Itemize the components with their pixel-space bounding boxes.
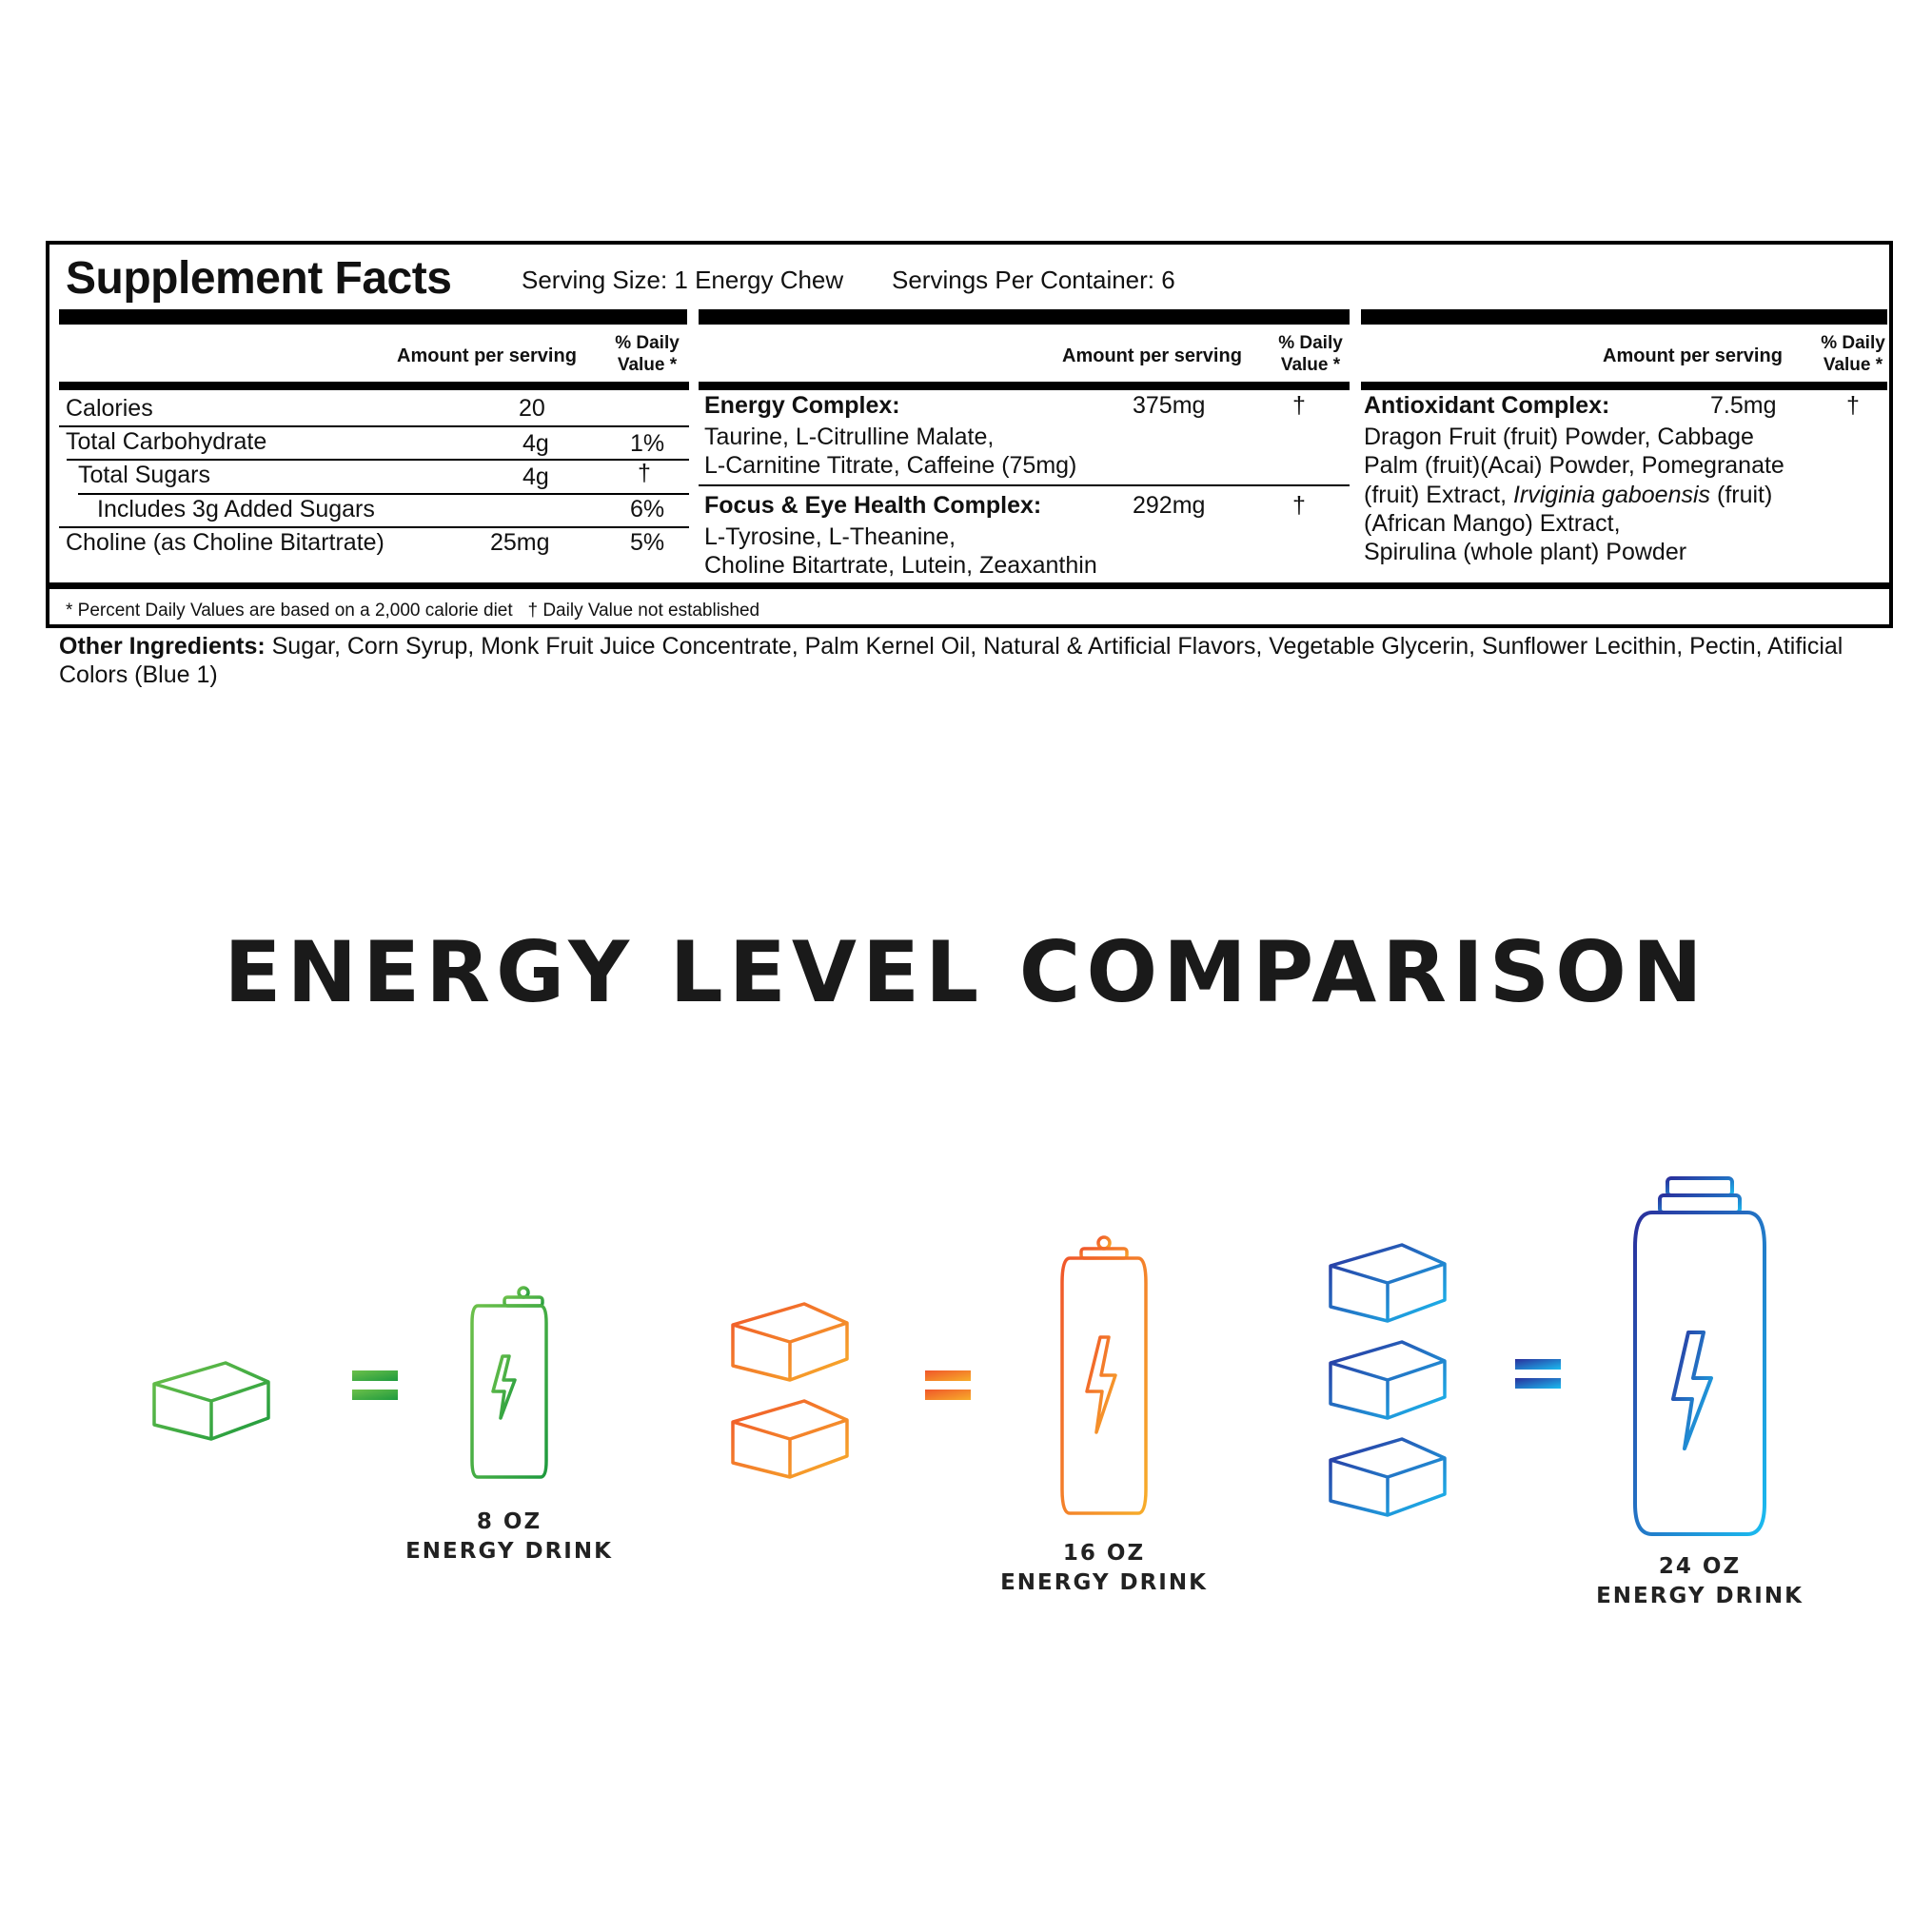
focus-complex-amount: 292mg [1133, 492, 1206, 519]
energy-complex-amount: 375mg [1133, 392, 1206, 419]
focus-complex-ingredients: L-Tyrosine, L-Theanine, [704, 523, 956, 550]
row-carb-dv: 1% [630, 430, 665, 457]
row-divider [699, 484, 1350, 486]
row-choline-dv: 5% [630, 529, 665, 556]
column3-thick-rule [1361, 382, 1887, 390]
column2-thick-rule [699, 382, 1350, 390]
row-calories-amount: 20 [519, 395, 545, 422]
energy-complex-name: Energy Complex: [704, 392, 900, 419]
energy-drink-can-24oz-icon [1635, 1178, 1764, 1542]
row-sugars-name: Total Sugars [78, 462, 210, 488]
row-choline-amount: 25mg [490, 529, 550, 556]
antioxidant-ingredients: Palm (fruit)(Acai) Powder, Pomegranate [1364, 452, 1784, 479]
energy-complex-dv: † [1292, 392, 1306, 419]
column1-thick-rule [59, 382, 689, 390]
other-ingredients-text: Sugar, Corn Syrup, Monk Fruit Juice Concentrate, Palm Kernel Oil, Natural & Artificial Flavors, Vegetable Glycerin, Sunflower Lecithin, Pectin, Atificial Colors (Blue 1) [59, 633, 1843, 688]
energy-chew-icon [733, 1401, 847, 1477]
energy-chew-icon [1331, 1439, 1445, 1515]
row-added-sugars-name: Includes 3g Added Sugars [97, 496, 375, 522]
column1-dv-header: % Daily Value * [615, 333, 680, 375]
other-ingredients [59, 632, 1848, 689]
serving-size: Serving Size: 1 Energy Chew [522, 266, 844, 294]
antioxidant-ingredients: Spirulina (whole plant) Powder [1364, 539, 1687, 565]
equals-icon [925, 1370, 971, 1400]
row-divider [78, 493, 689, 495]
row-divider [67, 459, 689, 461]
other-ingredients-label: Other Ingredients: [59, 633, 266, 660]
column2-header-bar [699, 309, 1350, 325]
row-divider [59, 425, 689, 427]
antioxidant-complex-dv: † [1846, 392, 1860, 419]
column3-dv-header: % Daily Value * [1821, 333, 1885, 375]
antioxidant-ingredients: (fruit) Extract, Irviginia gaboensis (fruit) [1364, 482, 1773, 508]
servings-per-container: Servings Per Container: 6 [892, 266, 1175, 294]
focus-complex-dv: † [1292, 492, 1306, 519]
energy-chew-icon [1331, 1245, 1445, 1321]
facts-title: Supplement Facts [66, 253, 452, 304]
column3-header-bar [1361, 309, 1887, 325]
energy-drink-can-8oz-icon [472, 1288, 546, 1483]
caption-24oz: 24 OZ ENERGY DRINK [1596, 1554, 1804, 1608]
row-carb-amount: 4g [522, 430, 549, 457]
caption-16oz: 16 OZ ENERGY DRINK [1000, 1541, 1208, 1595]
energy-chew-icon [1331, 1342, 1445, 1418]
supplement-facts-panel [46, 241, 1893, 628]
equals-icon [352, 1370, 398, 1400]
energy-chew-icon [154, 1363, 268, 1439]
antioxidant-ingredients: Dragon Fruit (fruit) Powder, Cabbage [1364, 424, 1754, 450]
energy-complex-ingredients: L-Carnitine Titrate, Caffeine (75mg) [704, 452, 1077, 479]
equals-icon [1515, 1359, 1561, 1389]
column2-dv-header: % Daily Value * [1278, 333, 1343, 375]
row-sugars-dv: † [638, 460, 651, 486]
row-carb-name: Total Carbohydrate [66, 428, 267, 455]
focus-complex-ingredients: Choline Bitartrate, Lutein, Zeaxanthin [704, 552, 1097, 579]
row-added-sugars-dv: 6% [630, 496, 665, 522]
column3-amount-header: Amount per serving [1603, 345, 1783, 366]
comparison-title: ENERGY LEVEL COMPARISON [224, 923, 1708, 1021]
comparison-graphic [0, 1142, 1932, 1542]
footnote-divider [49, 582, 1889, 589]
row-calories-name: Calories [66, 395, 153, 422]
energy-complex-ingredients: Taurine, L-Citrulline Malate, [704, 424, 995, 450]
footnote: * Percent Daily Values are based on a 2,000 calorie diet † Daily Value not established [66, 601, 760, 621]
caption-8oz: 8 OZ ENERGY DRINK [405, 1509, 613, 1564]
row-sugars-amount: 4g [522, 463, 549, 490]
antioxidant-complex-amount: 7.5mg [1710, 392, 1777, 419]
energy-drink-can-16oz-icon [1062, 1237, 1146, 1520]
column1-header-bar [59, 309, 687, 325]
row-choline-name: Choline (as Choline Bitartrate) [66, 529, 384, 556]
energy-chew-icon [733, 1304, 847, 1380]
antioxidant-ingredients: (African Mango) Extract, [1364, 510, 1621, 537]
antioxidant-complex-name: Antioxidant Complex: [1364, 392, 1610, 419]
focus-complex-name: Focus & Eye Health Complex: [704, 492, 1042, 519]
row-divider [59, 526, 689, 528]
column1-amount-header: Amount per serving [397, 345, 577, 366]
column2-amount-header: Amount per serving [1062, 345, 1242, 366]
